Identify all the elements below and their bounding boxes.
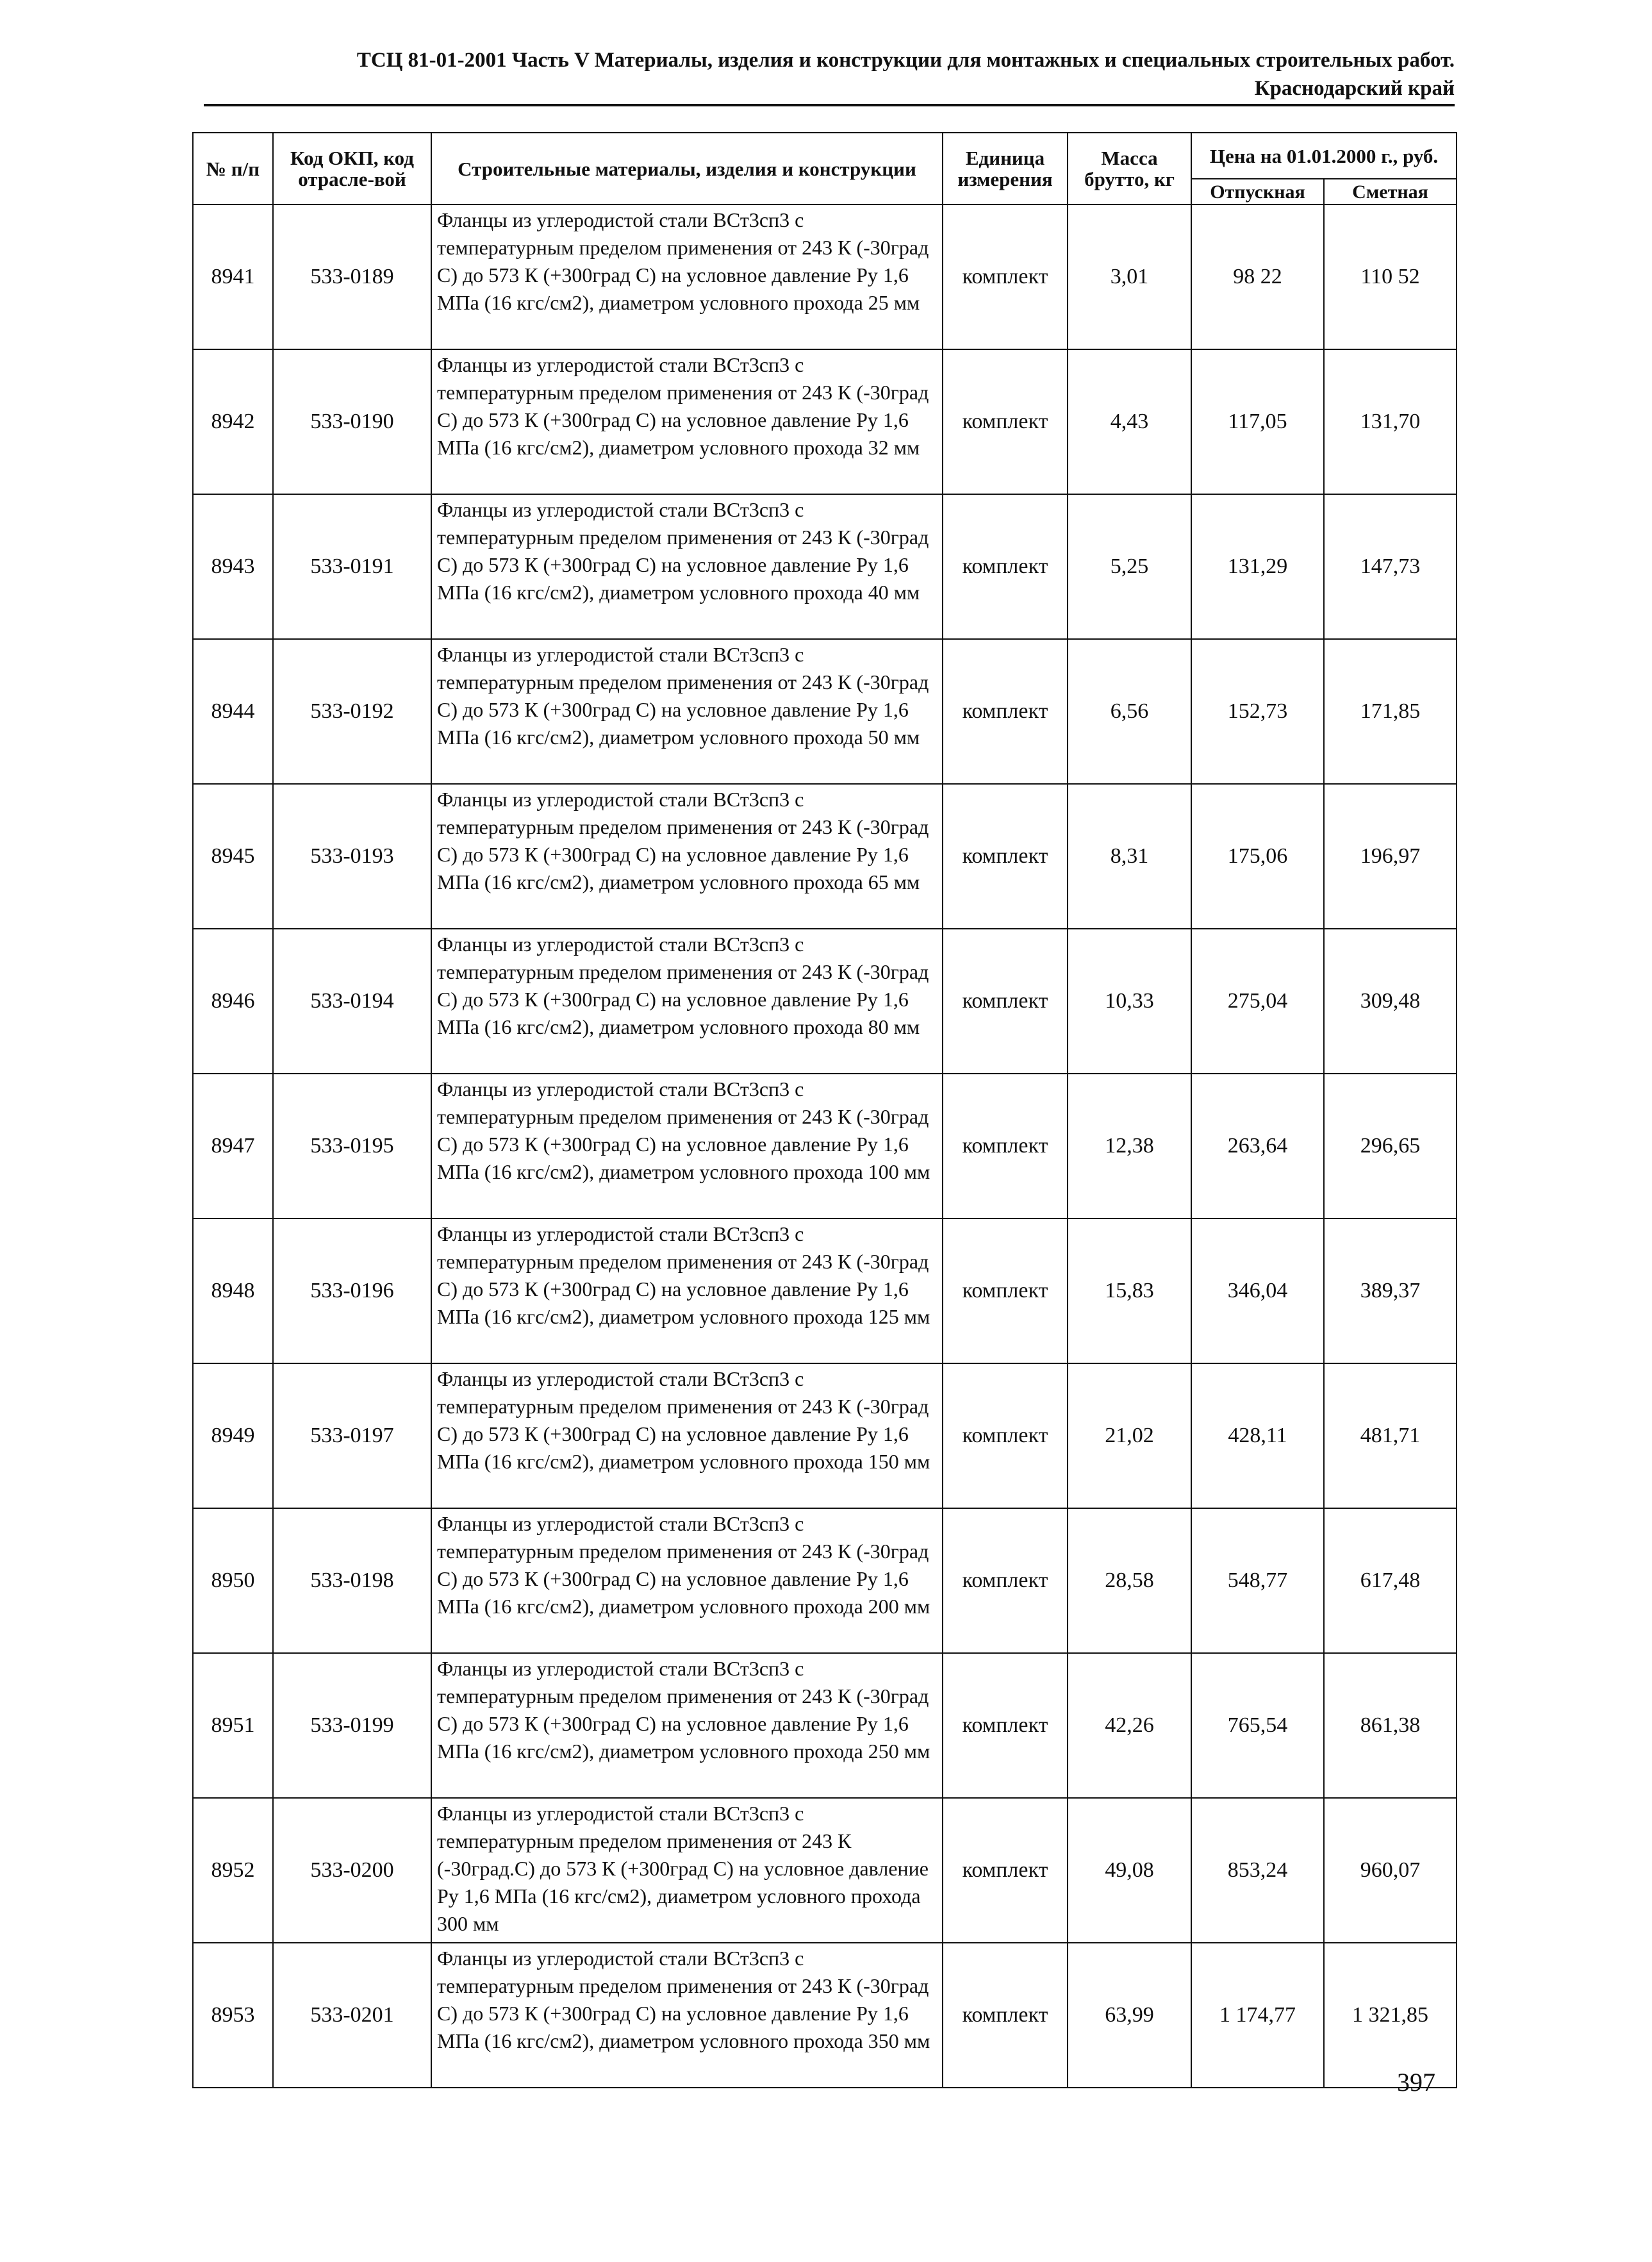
release-price-cell: 1 174,77 xyxy=(1191,1943,1324,2088)
release-price-cell: 853,24 xyxy=(1191,1798,1324,1943)
release-price-cell: 346,04 xyxy=(1191,1218,1324,1363)
material-description-cell: Фланцы из углеродистой стали ВСт3сп3 с температурным пределом применения от 243 К (-30град С) до 573 К (+300град С) на условное давление Ру 1,6 МПа (16 кгс/см2), диаметром условного прохода 250 мм xyxy=(431,1653,943,1798)
release-price-cell: 275,04 xyxy=(1191,929,1324,1074)
document-header-region: Краснодарский край xyxy=(1254,77,1455,100)
estimate-price-cell: 960,07 xyxy=(1324,1798,1457,1943)
row-number-cell: 8952 xyxy=(193,1798,273,1943)
release-price-cell: 117,05 xyxy=(1191,349,1324,494)
gross-mass-cell: 3,01 xyxy=(1068,204,1191,349)
estimate-price-cell: 147,73 xyxy=(1324,494,1457,639)
unit-cell: комплект xyxy=(943,1218,1068,1363)
gross-mass-cell: 15,83 xyxy=(1068,1218,1191,1363)
row-number-cell: 8946 xyxy=(193,929,273,1074)
okp-code-cell: 533-0194 xyxy=(273,929,431,1074)
table-row xyxy=(193,204,1457,349)
material-description-cell: Фланцы из углеродистой стали ВСт3сп3 с температурным пределом применения от 243 К (-30град С) до 573 К (+300град С) на условное давление Ру 1,6 МПа (16 кгс/см2), диаметром условного прохода 65 мм xyxy=(431,784,943,929)
material-description-cell: Фланцы из углеродистой стали ВСт3сп3 с температурным пределом применения от 243 К (-30град С) до 573 К (+300град С) на условное давление Ру 1,6 МПа (16 кгс/см2), диаметром условного прохода 25 мм xyxy=(431,204,943,349)
row-number-cell: 8941 xyxy=(193,204,273,349)
row-number-cell: 8950 xyxy=(193,1508,273,1653)
material-description-cell: Фланцы из углеродистой стали ВСт3сп3 с температурным пределом применения от 243 К (-30град С) до 573 К (+300град С) на условное давление Ру 1,6 МПа (16 кгс/см2), диаметром условного прохода 200 мм xyxy=(431,1508,943,1653)
material-description-cell: Фланцы из углеродистой стали ВСт3сп3 с температурным пределом применения от 243 К (-30град С) до 573 К (+300град С) на условное давление Ру 1,6 МПа (16 кгс/см2), диаметром условного прохода 125 мм xyxy=(431,1218,943,1363)
estimate-price-cell: 617,48 xyxy=(1324,1508,1457,1653)
materials-price-table xyxy=(192,132,1457,2088)
row-number-cell: 8948 xyxy=(193,1218,273,1363)
row-number-cell: 8949 xyxy=(193,1363,273,1508)
release-price-cell: 548,77 xyxy=(1191,1508,1324,1653)
gross-mass-cell: 63,99 xyxy=(1068,1943,1191,2088)
unit-cell: комплект xyxy=(943,1363,1068,1508)
gross-mass-cell: 12,38 xyxy=(1068,1074,1191,1218)
document-header-title: ТСЦ 81-01-2001 Часть V Материалы, изделия и конструкции для монтажных и специальных строительных работ. xyxy=(356,49,1455,72)
column-header-price: Цена на 01.01.2000 г., руб. xyxy=(1191,133,1457,179)
okp-code-cell: 533-0201 xyxy=(273,1943,431,2088)
table-row xyxy=(193,639,1457,784)
gross-mass-cell: 4,43 xyxy=(1068,349,1191,494)
table-row xyxy=(193,1653,1457,1798)
gross-mass-cell: 8,31 xyxy=(1068,784,1191,929)
column-header-name: Строительные материалы, изделия и конструкции xyxy=(431,133,943,204)
table-header xyxy=(193,133,1457,204)
row-number-cell: 8943 xyxy=(193,494,273,639)
material-description-cell: Фланцы из углеродистой стали ВСт3сп3 с температурным пределом применения от 243 К (-30град С) до 573 К (+300град С) на условное давление Ру 1,6 МПа (16 кгс/см2), диаметром условного прохода 40 мм xyxy=(431,494,943,639)
estimate-price-cell: 171,85 xyxy=(1324,639,1457,784)
release-price-cell: 175,06 xyxy=(1191,784,1324,929)
material-description-cell: Фланцы из углеродистой стали ВСт3сп3 с температурным пределом применения от 243 К (-30град.С) до 573 К (+300град С) на условное давление Ру 1,6 МПа (16 кгс/см2), диаметром условного прохода 300 мм xyxy=(431,1798,943,1943)
material-description-cell: Фланцы из углеродистой стали ВСт3сп3 с температурным пределом применения от 243 К (-30град С) до 573 К (+300град С) на условное давление Ру 1,6 МПа (16 кгс/см2), диаметром условного прохода 350 мм xyxy=(431,1943,943,2088)
row-number-cell: 8953 xyxy=(193,1943,273,2088)
release-price-cell: 428,11 xyxy=(1191,1363,1324,1508)
release-price-cell: 152,73 xyxy=(1191,639,1324,784)
okp-code-cell: 533-0189 xyxy=(273,204,431,349)
gross-mass-cell: 6,56 xyxy=(1068,639,1191,784)
row-number-cell: 8951 xyxy=(193,1653,273,1798)
column-header-price-estimate: Сметная xyxy=(1324,179,1457,204)
column-header-price-release: Отпускная xyxy=(1191,179,1324,204)
table-row xyxy=(193,349,1457,494)
table-row xyxy=(193,1363,1457,1508)
estimate-price-cell: 1 321,85 xyxy=(1324,1943,1457,2088)
row-number-cell: 8945 xyxy=(193,784,273,929)
estimate-price-cell: 110 52 xyxy=(1324,204,1457,349)
gross-mass-cell: 49,08 xyxy=(1068,1798,1191,1943)
gross-mass-cell: 10,33 xyxy=(1068,929,1191,1074)
estimate-price-cell: 309,48 xyxy=(1324,929,1457,1074)
estimate-price-cell: 861,38 xyxy=(1324,1653,1457,1798)
gross-mass-cell: 42,26 xyxy=(1068,1653,1191,1798)
row-number-cell: 8947 xyxy=(193,1074,273,1218)
column-header-num: № п/п xyxy=(193,133,273,204)
okp-code-cell: 533-0197 xyxy=(273,1363,431,1508)
table-row xyxy=(193,1074,1457,1218)
unit-cell: комплект xyxy=(943,1074,1068,1218)
table-row xyxy=(193,1798,1457,1943)
unit-cell: комплект xyxy=(943,784,1068,929)
table-body xyxy=(193,204,1457,2088)
okp-code-cell: 533-0195 xyxy=(273,1074,431,1218)
okp-code-cell: 533-0200 xyxy=(273,1798,431,1943)
row-number-cell: 8942 xyxy=(193,349,273,494)
table-row xyxy=(193,1943,1457,2088)
gross-mass-cell: 21,02 xyxy=(1068,1363,1191,1508)
okp-code-cell: 533-0191 xyxy=(273,494,431,639)
okp-code-cell: 533-0199 xyxy=(273,1653,431,1798)
okp-code-cell: 533-0193 xyxy=(273,784,431,929)
estimate-price-cell: 296,65 xyxy=(1324,1074,1457,1218)
material-description-cell: Фланцы из углеродистой стали ВСт3сп3 с температурным пределом применения от 243 К (-30град С) до 573 К (+300град С) на условное давление Ру 1,6 МПа (16 кгс/см2), диаметром условного прохода 80 мм xyxy=(431,929,943,1074)
okp-code-cell: 533-0192 xyxy=(273,639,431,784)
table-row xyxy=(193,1218,1457,1363)
unit-cell: комплект xyxy=(943,929,1068,1074)
estimate-price-cell: 196,97 xyxy=(1324,784,1457,929)
estimate-price-cell: 389,37 xyxy=(1324,1218,1457,1363)
release-price-cell: 765,54 xyxy=(1191,1653,1324,1798)
material-description-cell: Фланцы из углеродистой стали ВСт3сп3 с температурным пределом применения от 243 К (-30град С) до 573 К (+300град С) на условное давление Ру 1,6 МПа (16 кгс/см2), диаметром условного прохода 50 мм xyxy=(431,639,943,784)
release-price-cell: 131,29 xyxy=(1191,494,1324,639)
okp-code-cell: 533-0198 xyxy=(273,1508,431,1653)
table-row xyxy=(193,1508,1457,1653)
material-description-cell: Фланцы из углеродистой стали ВСт3сп3 с температурным пределом применения от 243 К (-30град С) до 573 К (+300град С) на условное давление Ру 1,6 МПа (16 кгс/см2), диаметром условного прохода 100 мм xyxy=(431,1074,943,1218)
page-number: 397 xyxy=(1397,2068,1435,2097)
unit-cell: комплект xyxy=(943,1943,1068,2088)
unit-cell: комплект xyxy=(943,1508,1068,1653)
table-row xyxy=(193,784,1457,929)
table-row xyxy=(193,494,1457,639)
okp-code-cell: 533-0196 xyxy=(273,1218,431,1363)
estimate-price-cell: 131,70 xyxy=(1324,349,1457,494)
column-header-mass: Масса брутто, кг xyxy=(1068,133,1191,204)
release-price-cell: 263,64 xyxy=(1191,1074,1324,1218)
header-divider xyxy=(204,104,1455,106)
gross-mass-cell: 28,58 xyxy=(1068,1508,1191,1653)
gross-mass-cell: 5,25 xyxy=(1068,494,1191,639)
row-number-cell: 8944 xyxy=(193,639,273,784)
unit-cell: комплект xyxy=(943,204,1068,349)
okp-code-cell: 533-0190 xyxy=(273,349,431,494)
unit-cell: комплект xyxy=(943,349,1068,494)
estimate-price-cell: 481,71 xyxy=(1324,1363,1457,1508)
table-row xyxy=(193,929,1457,1074)
unit-cell: комплект xyxy=(943,1653,1068,1798)
column-header-code: Код ОКП, код отрасле-вой xyxy=(273,133,431,204)
unit-cell: комплект xyxy=(943,639,1068,784)
column-header-unit: Единица измерения xyxy=(943,133,1068,204)
material-description-cell: Фланцы из углеродистой стали ВСт3сп3 с температурным пределом применения от 243 К (-30град С) до 573 К (+300град С) на условное давление Ру 1,6 МПа (16 кгс/см2), диаметром условного прохода 150 мм xyxy=(431,1363,943,1508)
unit-cell: комплект xyxy=(943,494,1068,639)
unit-cell: комплект xyxy=(943,1798,1068,1943)
release-price-cell: 98 22 xyxy=(1191,204,1324,349)
material-description-cell: Фланцы из углеродистой стали ВСт3сп3 с температурным пределом применения от 243 К (-30град С) до 573 К (+300град С) на условное давление Ру 1,6 МПа (16 кгс/см2), диаметром условного прохода 32 мм xyxy=(431,349,943,494)
